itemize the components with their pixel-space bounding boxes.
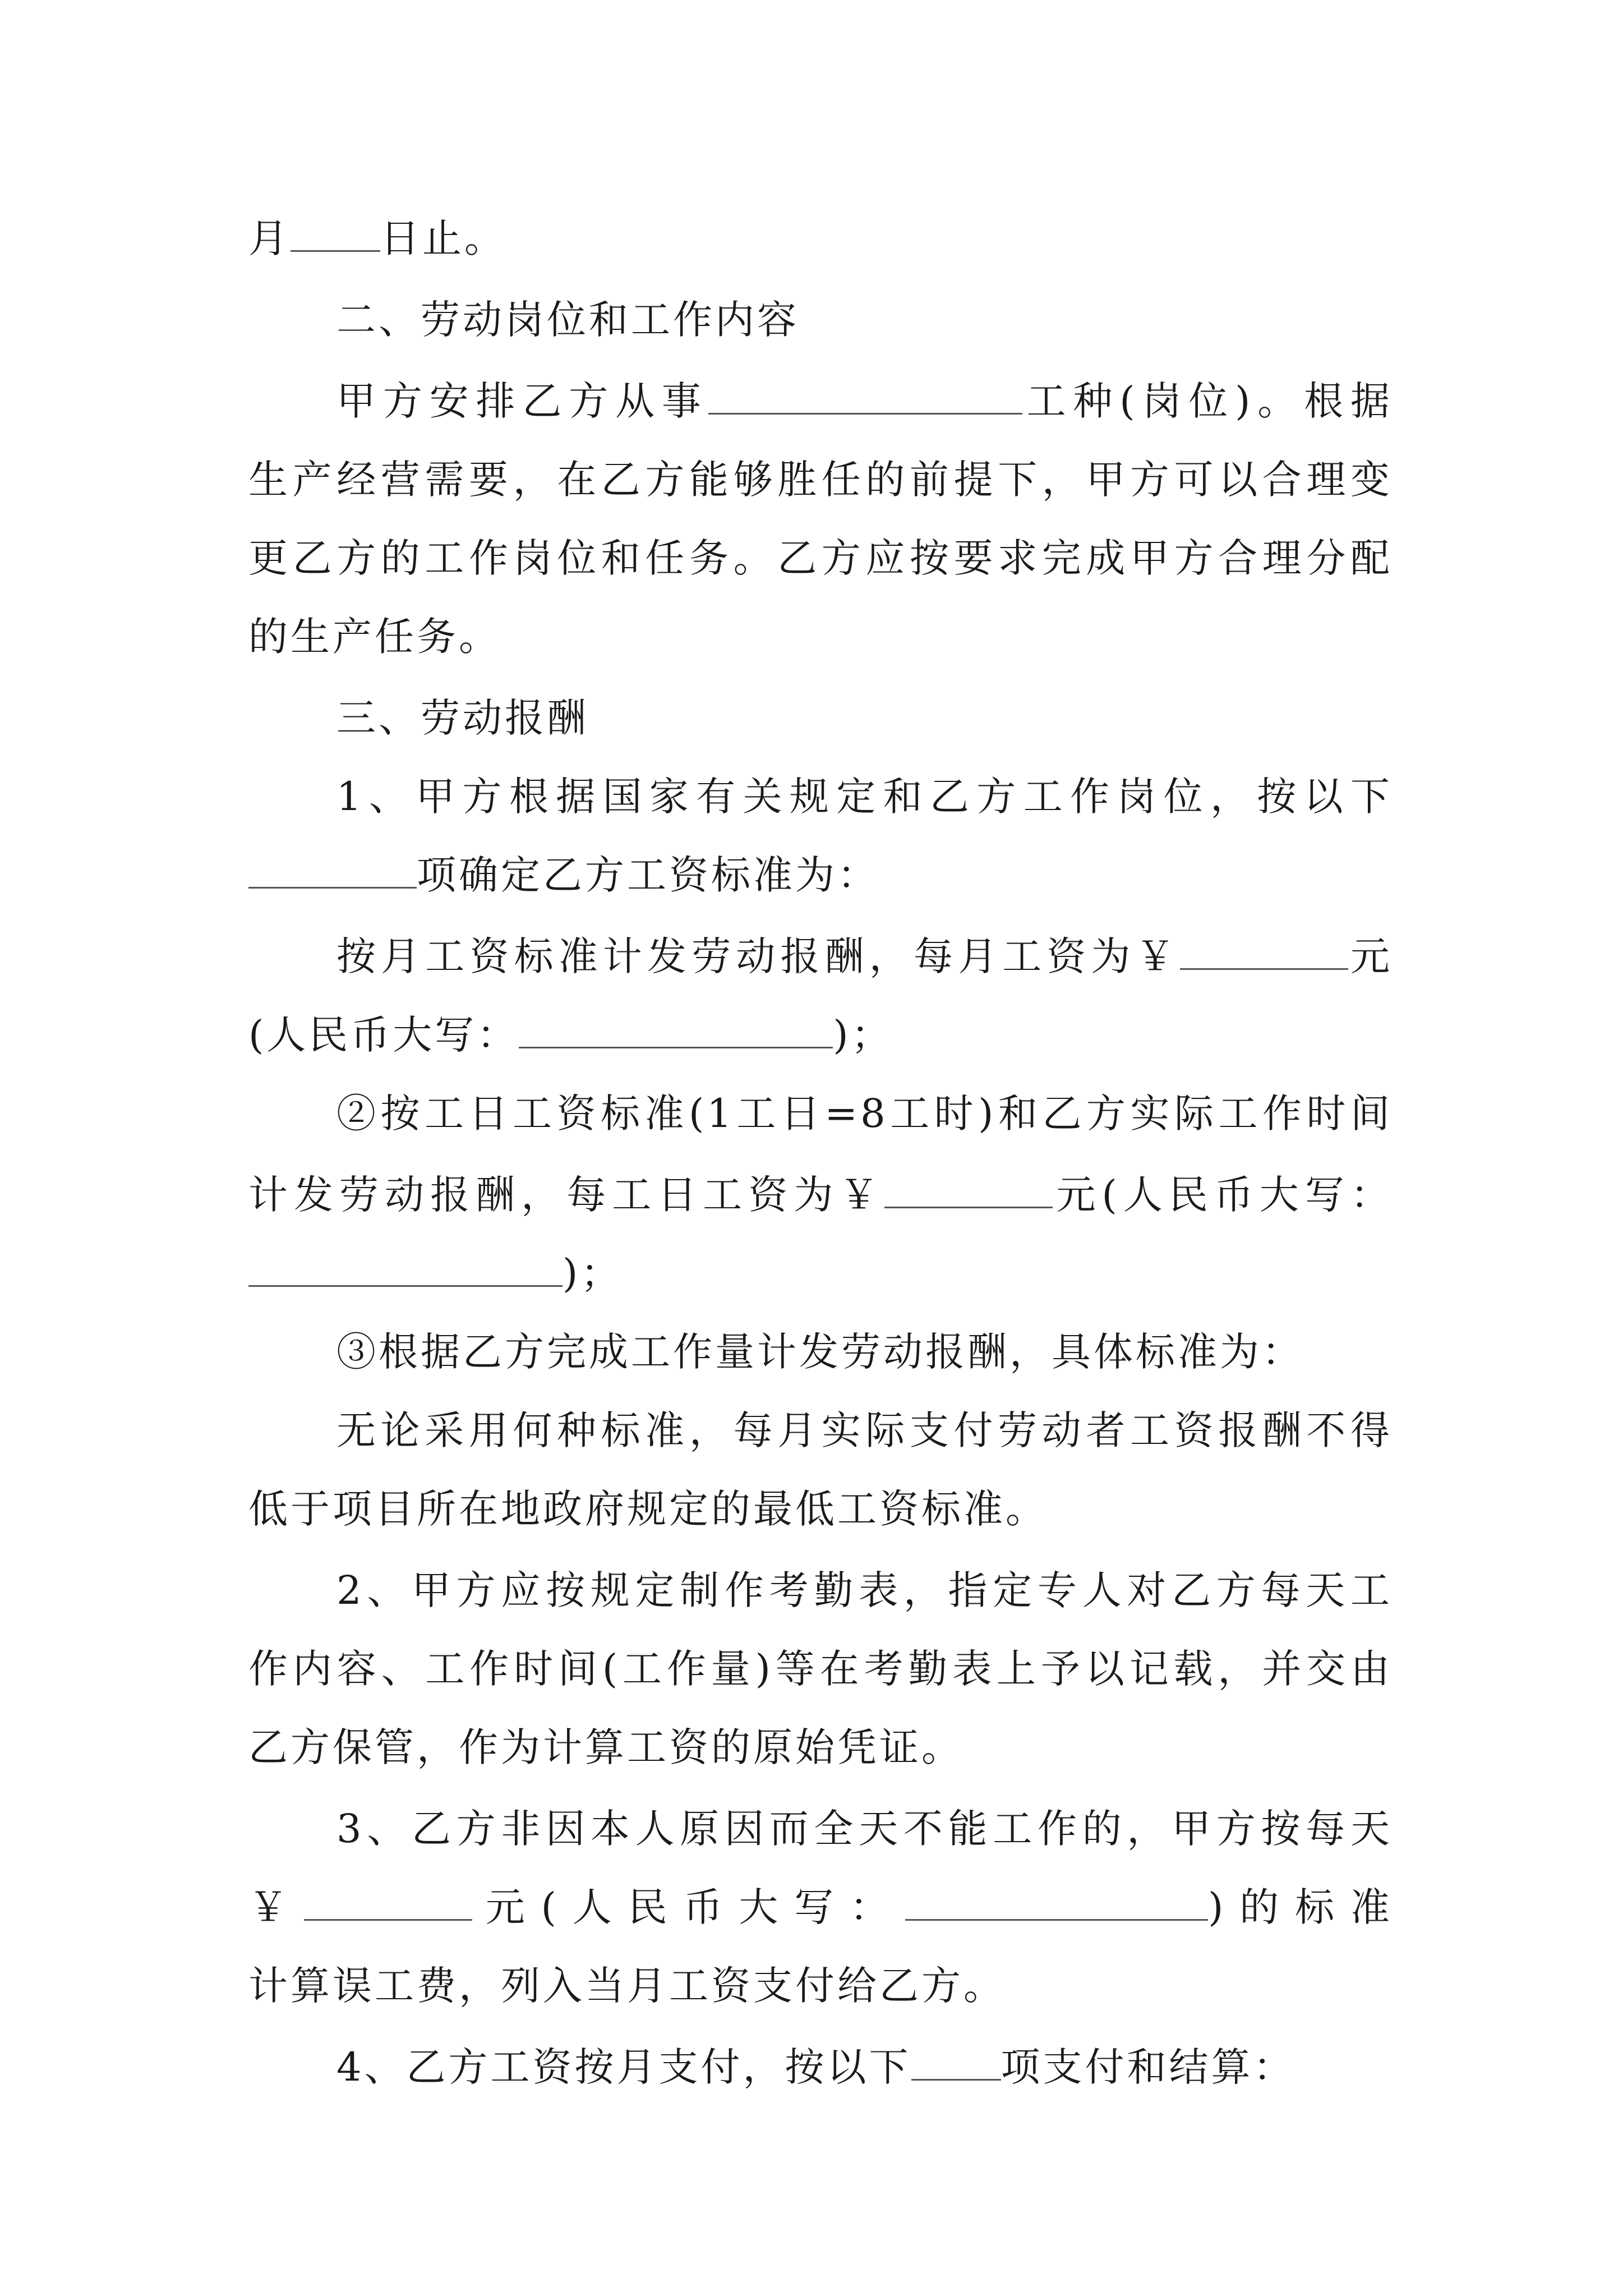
- line-16: 无论采用何种标准，每月实际支付劳动者工资报酬不得: [336, 1407, 1393, 1453]
- line-14: [248, 1245, 1393, 1301]
- blank-field[interactable]: [248, 1246, 562, 1287]
- text-segment: 4、乙方工资按月支付，按以下: [336, 2044, 911, 2090]
- blank-field[interactable]: [304, 1880, 472, 1921]
- blank-field[interactable]: [291, 211, 380, 252]
- blank-field[interactable]: [911, 2040, 1001, 2081]
- heading-text: 三、劳动报酬: [336, 695, 589, 741]
- line-20: 乙方保管，作为计算工资的原始凭证。: [248, 1724, 963, 1770]
- line-08: 1、甲方根据国家有关规定和乙方工作岗位，按以下: [336, 774, 1393, 820]
- line-17: 低于项目所在地政府规定的最低工资标准。: [248, 1486, 1048, 1532]
- section-heading-2: [336, 292, 1393, 348]
- line-04: 生产经营需要，在乙方能够胜任的前提下，甲方可以合理变: [248, 457, 1393, 503]
- text-segment: ￥: [248, 1884, 304, 1930]
- line-15: ③根据乙方完成工作量计发劳动报酬，具体标准为：: [336, 1329, 1304, 1375]
- text-segment: )；: [833, 1012, 893, 1058]
- text-segment: 项确定乙方工资标准为：: [417, 852, 879, 898]
- line-21: 3、乙方非因本人原因而全天不能工作的，甲方按每天: [336, 1806, 1393, 1852]
- text-segment: 元(人民币大写：: [1053, 1172, 1393, 1218]
- text-segment: )的标准: [1208, 1884, 1393, 1930]
- text-segment: 日止。: [380, 215, 506, 261]
- heading-text: 二、劳动岗位和工作内容: [336, 297, 799, 343]
- blank-field[interactable]: [905, 1880, 1208, 1921]
- text-segment: 按月工资标准计发劳动报酬，每月工资为￥: [336, 933, 1180, 979]
- line-24: [336, 2039, 1393, 2095]
- line-06: 的生产任务。: [248, 614, 501, 660]
- line-13: [248, 1167, 1393, 1223]
- line-19: 作内容、工作时间(工作量)等在考勤表上予以记载，并交由: [248, 1646, 1393, 1692]
- blank-field[interactable]: [248, 848, 417, 889]
- line-03: [336, 373, 1393, 429]
- line-10: [336, 928, 1393, 984]
- text-segment: 月: [248, 215, 291, 261]
- text-segment: 计发劳动报酬，每工日工资为￥: [248, 1172, 885, 1218]
- text-segment: 甲方安排乙方从事: [336, 378, 708, 424]
- text-segment: 工种(岗位)。根据: [1022, 378, 1393, 424]
- section-heading-3: [336, 690, 1393, 746]
- line-01: [248, 210, 1393, 266]
- line-22: [248, 1879, 1393, 1935]
- blank-field[interactable]: [1180, 929, 1348, 970]
- line-05: 更乙方的工作岗位和任务。乙方应按要求完成甲方合理分配: [248, 535, 1393, 581]
- blank-field[interactable]: [884, 1167, 1053, 1208]
- line-12: ②按工日工资标准(1工日=8工时)和乙方实际工作时间: [336, 1091, 1393, 1137]
- text-segment: (人民币大写：: [248, 1012, 519, 1058]
- text-segment: 项支付和结算：: [1000, 2044, 1295, 2090]
- blank-field[interactable]: [708, 374, 1022, 415]
- line-11: [248, 1007, 1393, 1063]
- line-09: [248, 847, 1393, 903]
- line-18: 2、甲方应按规定制作考勤表，指定专人对乙方每天工: [336, 1567, 1393, 1613]
- text-segment: 元(人民币大写：: [472, 1884, 906, 1930]
- text-segment: 元: [1348, 933, 1393, 979]
- text-segment: )；: [562, 1250, 623, 1296]
- blank-field[interactable]: [519, 1007, 833, 1048]
- line-23: 计算误工费，列入当月工资支付给乙方。: [248, 1963, 1006, 2009]
